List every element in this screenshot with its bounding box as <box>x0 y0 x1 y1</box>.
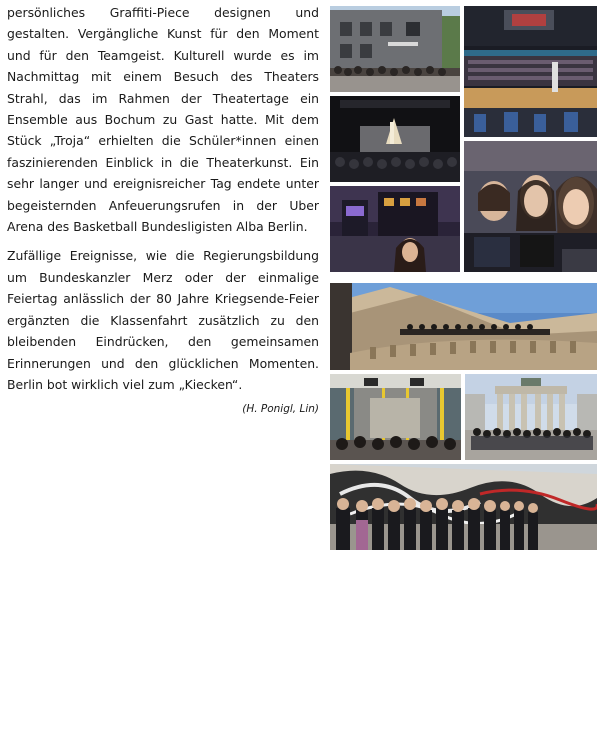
article-text <box>7 2 319 415</box>
photo-uber-arena <box>464 6 597 137</box>
photo-students-selfie <box>464 141 597 272</box>
paragraph-2: Zufällige Ereignisse, wie die Regierungsbildung um Bundeskanzler Merz oder der einmalige Feiertag anlässlich der 80 Jahre Kriegsende-Feier ergänzten die Klassenfahrt zusätzlich zu den bleibenden Eindrücken, den gemeinsamen Erinnerungen und den glücklichen Momenten. Berlin bot wirklich viel zum „Kiecken“. <box>7 248 319 392</box>
paragraph-1: persönliches Graffiti-Piece designen und gestalten. Vergängliche Kunst für den Moment und für den Teamgeist. Kulturell wurde es im Nachmittag mit einem Besuch des Theaters Strahl, das im Rahmen der Theatertage ein Ensemble aus Bochum zu Gast hatte. Mit dem Stück „Troja“ erhielten die Schüler*innen einen faszinierenden Einblick in die Theaterkunst. Ein sehr langer und ereignisreicher Tag endete unter begeisternden Anfeuerungsrufen in der Uber Arena des Basketball Bundesligisten Alba Berlin. <box>7 5 319 235</box>
photo-building-group <box>330 6 460 92</box>
photo-evening-street <box>330 186 460 272</box>
photo-theater-stage <box>330 96 460 182</box>
author-credit: (H. Ponigl, Lin) <box>242 403 319 416</box>
photo-east-side-gallery <box>330 464 597 550</box>
photo-brandenburg-gate <box>465 374 597 460</box>
photo-group-stairs <box>330 283 597 370</box>
photo-train-interior <box>330 374 461 460</box>
